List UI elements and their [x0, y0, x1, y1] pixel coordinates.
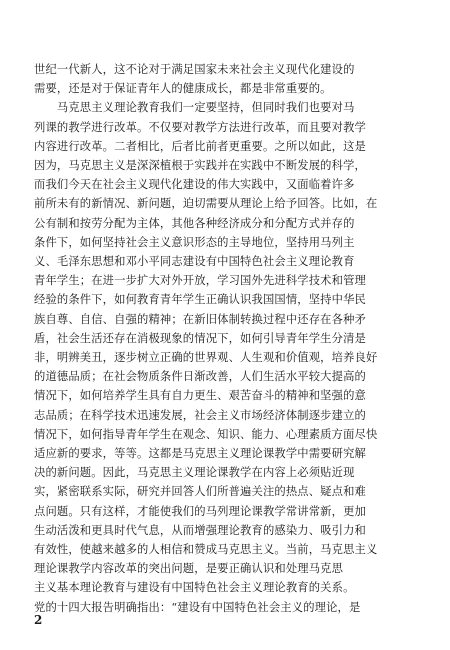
text-line: 党的十四大报告明确指出：“建设有中国特色社会主义的理论，是 [34, 600, 361, 614]
text-line: 青年学生；在进一步扩大对外开放，学习国外先进科学技术和管理 [34, 274, 366, 288]
text-line: 点问题。只有这样，才能使我们的马列理论课教学常讲常新，更加 [34, 504, 366, 518]
text-line: 有效性，使越来越多的人相信和赞成马克思主义。当前，马克思主义 [34, 543, 378, 557]
text-line: 情况下，如何指导青年学生在观念、知识、能力、心理素质方面尽快 [34, 427, 378, 441]
text-line: 前所未有的新情况、新问题，迫切需要从理论上给予回答。比如，在 [34, 197, 378, 211]
text-line: 实，紧密联系实际，研究并回答人们所普遍关注的热点、疑点和难 [34, 485, 366, 499]
text-line: 公有制和按劳分配为主体，其他各种经济成分和分配方式并存的 [34, 216, 355, 230]
page-number: 2 [34, 613, 43, 627]
text-line: 决的新问题。因此，马克思主义理论课教学在内容上必须贴近现 [34, 466, 355, 480]
text-line: 而我们今天在社会主义现代化建设的伟大实践中，又面临着许多 [34, 178, 355, 192]
text-line: 马克思主义理论教育我们一定要坚持，但同时我们也要对马 [34, 101, 355, 115]
text-line: 需要，还是对于保证青年人的健康成长，都是非常重要的。 [34, 82, 332, 96]
text-line: 情况下，如何培养学生具有自力更生、艰苦奋斗的精神和坚强的意 [34, 389, 366, 403]
text-line: 适应新的要求，等等。这都是马克思主义理论课教学中需要研究解 [34, 447, 366, 461]
text-line: 生动活泼和更具时代气息，从而增强理论教育的感染力、吸引力和 [34, 523, 366, 537]
text-line: 条件下，如何坚持社会主义意识形态的主导地位，坚持用马列主 [34, 235, 355, 249]
text-line: 志品质；在科学技术迅速发展，社会主义市场经济体制逐步建立的 [34, 408, 366, 422]
text-line: 因为，马克思主义是深深植根于实践并在实践中不断发展的科学， [34, 159, 366, 173]
text-line: 列课的教学进行改革。不仅要对教学方法进行改革，而且要对教学 [34, 120, 366, 134]
text-line: 世纪一代新人，这不论对于满足国家未来社会主义现代化建设的 [34, 63, 355, 76]
text-line: 内容进行改革。二者相比，后者比前者更重要。之所以如此，这是 [34, 139, 366, 153]
text-line: 义、毛泽东思想和邓小平同志建设有中国特色社会主义理论教育 [34, 255, 355, 269]
text-line: 非，明辨美丑，逐步树立正确的世界观、人生观和价值观，培养良好 [34, 351, 378, 365]
text-line: 盾，社会生活还存在消极现象的情况下，如何引导青年学生分清是 [34, 331, 366, 345]
text-line: 的道德品质；在社会物质条件日渐改善，人们生活水平较大提高的 [34, 370, 366, 384]
text-line: 主义基本理论教育与建设有中国特色社会主义理论教育的关系。 [34, 581, 355, 595]
text-line: 理论课教学内容改革的突出问题，是要正确认识和处理马克思 [34, 562, 344, 576]
body-text [34, 60, 420, 617]
text-line: 族自尊、自信、自强的精神；在新旧体制转换过程中还存在各种矛 [34, 312, 366, 326]
text-line: 经验的条件下，如何教育青年学生正确认识我国国情，坚持中华民 [34, 293, 366, 307]
